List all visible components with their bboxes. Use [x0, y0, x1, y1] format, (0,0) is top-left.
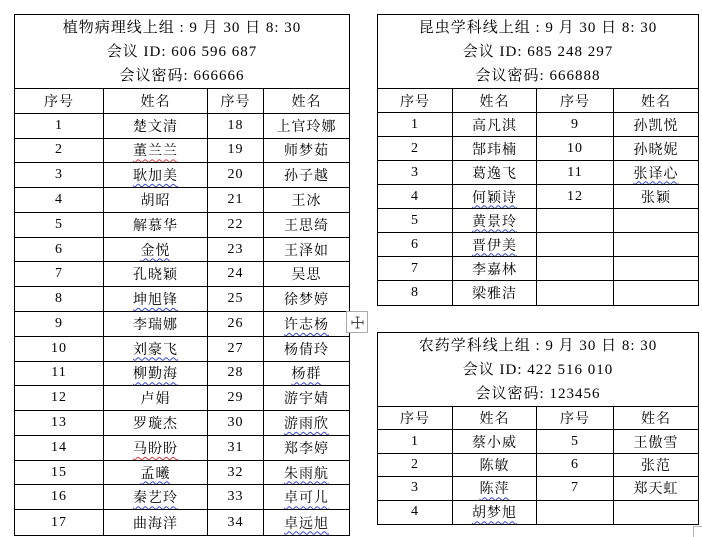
table-cell: 31 [208, 436, 264, 461]
table-cell [264, 510, 349, 535]
table-cell [264, 312, 349, 337]
table-title: 农药学科线上组 : 9 月 30 日 8: 30 [418, 337, 658, 354]
meeting-id: 会议 ID: 606 596 687 [106, 43, 258, 60]
table-cell: 7 [15, 262, 104, 287]
table-cell: 胡昭 [104, 188, 208, 213]
column-header: 序号 [537, 407, 614, 430]
spellcheck-blue-underlined-name: 金悦 [140, 243, 171, 259]
table-cell: 18 [208, 114, 264, 139]
meeting-table-plant-pathology [14, 14, 350, 536]
table-cell: 王冰 [264, 188, 349, 213]
meeting-password: 会议密码: 666888 [475, 67, 601, 84]
spellcheck-blue-underlined-name: 卓远旭 [284, 516, 329, 532]
table-cell: 7 [537, 477, 614, 500]
table-cell: 2 [378, 137, 453, 161]
table-cell: 14 [15, 436, 104, 461]
roster-grid [378, 407, 698, 524]
table-cell: 郑天虹 [614, 477, 698, 500]
table-cell [453, 477, 537, 500]
table-cell: 23 [208, 238, 264, 263]
table-cell: 徐梦婷 [264, 287, 349, 312]
meeting-id: 会议 ID: 685 248 297 [462, 43, 614, 60]
table-cell [264, 461, 349, 486]
table-cell: 师梦茹 [264, 139, 349, 164]
table-cell: 张颖 [614, 185, 698, 209]
spellcheck-red-underlined-name: 董兰兰 [133, 144, 178, 160]
table-cell [537, 281, 614, 305]
spellcheck-blue-underlined-name: 黄景玲 [472, 214, 517, 230]
spellcheck-red-underlined-name: 马盼盼 [133, 441, 178, 457]
roster-grid [15, 89, 349, 535]
table-resize-handle[interactable] [693, 526, 702, 537]
table-cell [104, 287, 208, 312]
table-cell: 葛逸飞 [453, 161, 537, 185]
column-header: 姓名 [614, 407, 698, 430]
table-cell [104, 485, 208, 510]
table-cell: 10 [15, 337, 104, 362]
table-cell: 陈敏 [453, 454, 537, 477]
meeting-table-pesticide [377, 332, 699, 525]
table-cell: 28 [208, 362, 264, 387]
table-cell [104, 163, 208, 188]
table-cell: 孙子越 [264, 163, 349, 188]
table-cell [537, 209, 614, 233]
table-cell: 游宇婧 [264, 386, 349, 411]
table-cell: 11 [537, 161, 614, 185]
table-cell: 20 [208, 163, 264, 188]
move-cross-icon [350, 315, 365, 330]
table-cell: 4 [378, 501, 453, 524]
table-cell: 李嘉林 [453, 257, 537, 281]
table-cell: 24 [208, 262, 264, 287]
column-header: 序号 [15, 89, 104, 114]
table-cell [104, 238, 208, 263]
table-cell: 13 [15, 411, 104, 436]
roster-grid [378, 89, 698, 305]
meeting-id: 会议 ID: 422 516 010 [462, 361, 614, 378]
table-cell [453, 233, 537, 257]
table-cell: 4 [378, 185, 453, 209]
table-cell: 上官玲娜 [264, 114, 349, 139]
table-cell [614, 257, 698, 281]
table-cell: 张范 [614, 454, 698, 477]
table-cell: 1 [378, 113, 453, 137]
table-cell: 1 [15, 114, 104, 139]
table-cell [614, 281, 698, 305]
table-cell: 29 [208, 386, 264, 411]
table-cell: 梁雅洁 [453, 281, 537, 305]
table-cell: 3 [15, 163, 104, 188]
table-cell: 16 [15, 485, 104, 510]
spellcheck-blue-underlined-name: 朱雨航 [284, 466, 329, 482]
meeting-password: 会议密码: 123456 [475, 385, 601, 402]
column-header: 姓名 [453, 89, 537, 113]
table-cell: 21 [208, 188, 264, 213]
spellcheck-blue-underlined-name: 秦艺玲 [133, 491, 178, 507]
table-cell [104, 139, 208, 164]
spellcheck-blue-underlined-name: 杨群 [291, 367, 322, 383]
spellcheck-blue-underlined-name: 刘豪飞 [133, 342, 178, 358]
table-cell: 孙凯悦 [614, 113, 698, 137]
spellcheck-blue-underlined-name: 胡梦旭 [472, 506, 517, 522]
table-cell: 1 [378, 430, 453, 453]
table-cell: 17 [15, 510, 104, 535]
table-cell: 蔡小威 [453, 430, 537, 453]
table-cell: 杨倩玲 [264, 337, 349, 362]
column-header: 姓名 [453, 407, 537, 430]
table-cell [104, 337, 208, 362]
table-cell: 5 [15, 213, 104, 238]
table-cell: 9 [15, 312, 104, 337]
table-cell [453, 185, 537, 209]
table-cell: 22 [208, 213, 264, 238]
table-cell [614, 233, 698, 257]
table-cell: 高凡淇 [453, 113, 537, 137]
table-cell: 2 [378, 454, 453, 477]
table-cell: 34 [208, 510, 264, 535]
table-cell [537, 501, 614, 524]
column-header: 姓名 [614, 89, 698, 113]
spellcheck-blue-underlined-name: 游雨欣 [284, 416, 329, 432]
table-cell: 3 [378, 477, 453, 500]
column-header: 姓名 [104, 89, 208, 114]
spellcheck-blue-underlined-name: 坤旭锋 [133, 293, 178, 309]
table-cell [104, 362, 208, 387]
spellcheck-blue-underlined-name: 柳勤海 [133, 367, 178, 383]
meeting-password: 会议密码: 666666 [119, 67, 245, 84]
table-cell: 郜玮楠 [453, 137, 537, 161]
table-cell: 曲海洋 [104, 510, 208, 535]
column-header: 序号 [378, 89, 453, 113]
table-cell: 8 [15, 287, 104, 312]
table-cell: 王泽如 [264, 238, 349, 263]
table-cell: 3 [378, 161, 453, 185]
table-cell: 15 [15, 461, 104, 486]
column-header: 序号 [378, 407, 453, 430]
spellcheck-blue-underlined-name: 陈萍 [479, 482, 510, 498]
table-cell: 5 [378, 209, 453, 233]
table-title-block [378, 15, 698, 89]
column-header: 序号 [208, 89, 264, 114]
table-cell: 33 [208, 485, 264, 510]
table-cell: 罗璇杰 [104, 411, 208, 436]
table-cell: 27 [208, 337, 264, 362]
table-title: 昆虫学科线上组 : 9 月 30 日 8: 30 [418, 19, 658, 36]
table-cell [537, 257, 614, 281]
table-cell: 10 [537, 137, 614, 161]
spellcheck-blue-underlined-name: 孟曦 [140, 466, 171, 482]
table-cell: 7 [378, 257, 453, 281]
table-cell [104, 436, 208, 461]
table-cell: 8 [378, 281, 453, 305]
table-cell [537, 233, 614, 257]
table-cell [264, 411, 349, 436]
table-cell: 11 [15, 362, 104, 387]
spellcheck-blue-underlined-name: 晋伊美 [472, 238, 517, 254]
table-cell: 30 [208, 411, 264, 436]
table-cell [264, 362, 349, 387]
table-cell: 9 [537, 113, 614, 137]
table-cell: 解慕华 [104, 213, 208, 238]
table-cell: 卢娟 [104, 386, 208, 411]
table-cell: 6 [378, 233, 453, 257]
table-cell: 12 [15, 386, 104, 411]
column-header: 姓名 [264, 89, 349, 114]
table-cell [614, 161, 698, 185]
table-cell: 6 [537, 454, 614, 477]
spellcheck-blue-underlined-name: 许志杨 [284, 317, 329, 333]
table-cell: 李瑞娜 [104, 312, 208, 337]
column-header: 序号 [537, 89, 614, 113]
table-cell: 12 [537, 185, 614, 209]
table-cell: 郑李婷 [264, 436, 349, 461]
table-title: 植物病理线上组 : 9 月 30 日 8: 30 [62, 19, 302, 36]
table-cell: 25 [208, 287, 264, 312]
spellcheck-blue-underlined-name: 耿加美 [133, 169, 178, 185]
table-cell: 32 [208, 461, 264, 486]
table-title-block [378, 333, 698, 407]
table-cell [453, 501, 537, 524]
spellcheck-blue-underlined-name: 张译心 [633, 166, 679, 182]
spellcheck-blue-underlined-name: 卓可儿 [284, 491, 329, 507]
table-cell [104, 461, 208, 486]
table-cell: 王傲雪 [614, 430, 698, 453]
table-cell: 王思绮 [264, 213, 349, 238]
table-cell [614, 501, 698, 524]
table-cell [453, 209, 537, 233]
table-cell [264, 485, 349, 510]
table-cell: 吴思 [264, 262, 349, 287]
table-move-handle[interactable] [346, 311, 368, 333]
table-cell [614, 209, 698, 233]
spellcheck-blue-underlined-name: 何颖诗 [472, 190, 517, 206]
table-cell: 4 [15, 188, 104, 213]
table-cell: 19 [208, 139, 264, 164]
meeting-table-entomology [377, 14, 699, 306]
table-cell: 6 [15, 238, 104, 263]
table-title-block [15, 15, 349, 89]
table-cell: 2 [15, 139, 104, 164]
table-cell: 26 [208, 312, 264, 337]
table-cell: 楚文清 [104, 114, 208, 139]
table-cell: 孔晓颖 [104, 262, 208, 287]
table-cell: 孙晓妮 [614, 137, 698, 161]
table-cell: 5 [537, 430, 614, 453]
